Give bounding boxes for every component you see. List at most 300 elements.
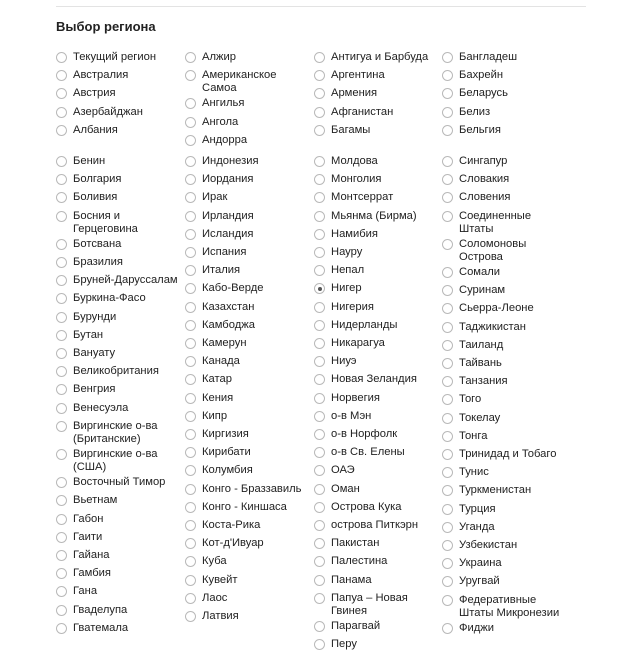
region-option[interactable] [185,500,313,518]
region-option[interactable] [56,310,184,328]
region-label: Ирландия [202,209,254,222]
region-option[interactable] [56,493,184,511]
region-option[interactable] [185,263,313,281]
radio-button[interactable] [442,431,453,442]
radio-button[interactable] [56,623,67,634]
region-option[interactable] [314,263,442,281]
radio-button[interactable] [185,117,196,128]
region-label: Никарагуа [331,337,385,349]
region-option[interactable] [56,291,184,309]
region-label: Гана [73,585,98,598]
radio-button[interactable] [185,593,196,604]
region-label: Исландия [202,227,254,240]
radio-button[interactable] [442,358,453,369]
region-option[interactable] [185,96,313,114]
region-option[interactable] [56,419,184,447]
radio-button[interactable] [442,522,453,533]
region-label: Тонга [459,429,488,442]
radio-button[interactable] [185,502,196,513]
region-option[interactable] [56,512,184,530]
region-option[interactable] [185,133,313,151]
radio-button[interactable] [442,340,453,351]
region-option[interactable] [56,382,184,400]
region-option[interactable] [314,154,442,172]
region-label: Антигуа и Барбуда [331,51,429,63]
radio-button[interactable] [185,465,196,476]
region-label: Турция [459,502,496,515]
radio-button[interactable] [314,538,325,549]
region-label: Белиз [459,105,491,118]
region-option[interactable] [56,447,184,475]
radio-button[interactable] [56,403,67,414]
region-option[interactable] [56,328,184,346]
region-option[interactable] [314,105,442,123]
radio-button[interactable] [442,394,453,405]
radio-button[interactable] [56,211,67,222]
radio-button[interactable] [185,374,196,385]
radio-button[interactable] [185,211,196,222]
radio-button[interactable] [185,70,196,81]
region-option[interactable] [314,227,442,245]
radio-button[interactable] [314,247,325,258]
radio-button[interactable] [314,575,325,586]
region-label: Перу [331,638,357,651]
region-option[interactable] [314,536,442,554]
radio-button[interactable] [185,538,196,549]
region-option[interactable] [185,115,313,133]
region-option[interactable] [185,372,313,390]
region-option[interactable] [314,500,442,518]
radio-button[interactable] [185,429,196,440]
radio-button[interactable] [314,520,325,531]
region-option[interactable] [185,609,313,627]
radio-button[interactable] [56,477,67,488]
region-option[interactable] [442,172,570,190]
region-option[interactable] [56,603,184,621]
region-option[interactable] [56,123,184,141]
region-label: Кот-д'Ивуар [202,537,264,550]
region-option[interactable] [442,123,570,141]
radio-button[interactable] [314,211,325,222]
region-option[interactable] [442,465,570,483]
radio-button[interactable] [442,540,453,551]
region-option[interactable] [442,301,570,319]
region-option[interactable] [185,245,313,263]
region-option[interactable] [442,574,570,592]
region-option[interactable] [56,154,184,172]
radio-button[interactable] [314,156,325,167]
region-option[interactable] [185,409,313,427]
region-option[interactable] [314,245,442,263]
region-label: Багамы [331,123,371,136]
radio-button[interactable] [56,384,67,395]
region-option[interactable] [314,482,442,500]
radio-button[interactable] [185,265,196,276]
region-option[interactable] [314,336,442,354]
radio-button[interactable] [56,568,67,579]
radio-button[interactable] [185,447,196,458]
region-option[interactable] [185,573,313,591]
region-option[interactable] [56,255,184,273]
radio-button[interactable] [56,348,67,359]
radio-button[interactable] [442,623,453,634]
radio-button[interactable] [56,586,67,597]
radio-button[interactable] [314,107,325,118]
radio-button[interactable] [185,520,196,531]
region-option[interactable] [185,482,313,500]
radio-button[interactable] [314,447,325,458]
region-option[interactable] [442,593,570,621]
region-label: Танзания [459,375,508,388]
radio-button[interactable] [314,88,325,99]
radio-button[interactable] [185,556,196,567]
radio-button[interactable] [314,356,325,367]
region-label: Босния и Герцеговина [73,209,138,235]
region-label: Афганистан [331,105,394,118]
region-option[interactable] [314,172,442,190]
radio-button[interactable] [314,429,325,440]
region-option[interactable] [56,237,184,255]
radio-button[interactable] [185,393,196,404]
region-option[interactable] [442,483,570,501]
region-option[interactable] [56,566,184,584]
radio-button[interactable] [442,595,453,606]
region-option[interactable] [185,591,313,609]
region-label: Гайана [73,549,110,561]
region-option[interactable] [314,463,442,481]
region-option[interactable] [56,530,184,548]
region-option[interactable] [314,591,442,619]
region-label: Тайвань [459,357,502,369]
radio-button[interactable] [56,192,67,203]
region-option[interactable] [314,50,442,68]
region-label: о-в Мэн [331,409,372,422]
region-option[interactable] [442,320,570,338]
region-label: Норвегия [331,391,380,404]
region-option[interactable] [56,105,184,123]
radio-button[interactable] [56,330,67,341]
region-option[interactable] [314,619,442,637]
radio-button[interactable] [442,303,453,314]
region-label: Монголия [331,173,382,186]
region-option[interactable] [56,346,184,364]
region-option[interactable] [442,429,570,447]
radio-button[interactable] [185,98,196,109]
radio-button[interactable] [56,88,67,99]
region-option[interactable] [314,427,442,445]
region-option[interactable] [442,86,570,104]
region-option[interactable] [442,154,570,172]
region-option[interactable] [185,154,313,172]
radio-button[interactable] [314,192,325,203]
region-label: Албания [73,123,118,136]
region-option[interactable] [314,318,442,336]
region-option[interactable] [185,463,313,481]
region-option[interactable] [185,554,313,572]
region-option[interactable] [442,68,570,86]
region-option[interactable] [442,621,570,639]
radio-button[interactable] [314,125,325,136]
region-option[interactable] [314,209,442,227]
radio-button[interactable] [442,558,453,569]
region-option[interactable] [314,391,442,409]
radio-button[interactable] [314,52,325,63]
region-option[interactable] [314,86,442,104]
region-option[interactable] [442,447,570,465]
region-option[interactable] [185,445,313,463]
radio-button[interactable] [56,495,67,506]
radio-button[interactable] [442,449,453,460]
radio-button[interactable] [56,239,67,250]
radio-button[interactable] [56,532,67,543]
radio-button[interactable] [442,174,453,185]
region-option[interactable] [314,68,442,86]
region-option[interactable] [56,475,184,493]
region-label: Вануату [73,347,116,359]
radio-button[interactable] [314,393,325,404]
radio-button[interactable] [185,247,196,258]
radio-button[interactable] [185,156,196,167]
radio-button[interactable] [56,550,67,561]
radio-button[interactable] [314,621,325,632]
region-label: Габон [73,512,104,525]
region-option[interactable] [442,338,570,356]
region-label: Бруней-Даруссалам [73,274,178,287]
region-label: Кения [202,391,234,404]
region-option[interactable] [314,409,442,427]
region-option[interactable] [314,518,442,536]
radio-button[interactable] [442,52,453,63]
radio-button[interactable] [185,174,196,185]
region-option[interactable] [442,209,570,237]
region-option[interactable] [442,392,570,410]
radio-button[interactable] [185,320,196,331]
radio-button[interactable] [56,52,67,63]
radio-button[interactable] [314,265,325,276]
region-label: Бурунди [73,310,117,323]
radio-button[interactable] [56,125,67,136]
region-label: Великобритания [73,365,159,378]
region-option[interactable] [185,227,313,245]
radio-button[interactable] [442,156,453,167]
region-label: Виргинские о-ва (Британские) [73,419,158,445]
radio-button[interactable] [442,88,453,99]
region-option[interactable] [314,637,442,655]
region-label: Куба [202,555,227,568]
region-label: Нигерия [331,300,374,313]
region-option[interactable] [314,300,442,318]
region-label: Алжир [202,51,236,63]
region-option[interactable] [442,105,570,123]
top-divider [56,6,586,7]
radio-button[interactable] [56,174,67,185]
region-option[interactable] [442,538,570,556]
radio-button[interactable] [56,366,67,377]
radio-button[interactable] [56,275,67,286]
radio-button[interactable] [314,502,325,513]
radio-button[interactable] [442,576,453,587]
region-option[interactable] [442,190,570,208]
region-label: Колумбия [202,464,253,477]
region-option[interactable] [56,548,184,566]
radio-button[interactable] [185,611,196,622]
region-label: Мьянма (Бирма) [331,209,417,222]
radio-button[interactable] [56,293,67,304]
region-option[interactable] [185,354,313,372]
region-option[interactable] [185,427,313,445]
radio-button[interactable] [314,338,325,349]
region-label: Виргинские о-ва (США) [73,448,158,473]
region-option[interactable] [185,318,313,336]
radio-button[interactable] [442,376,453,387]
region-option[interactable] [56,209,184,237]
region-option[interactable] [442,374,570,392]
radio-button[interactable] [185,356,196,367]
radio-button[interactable] [314,302,325,313]
region-option[interactable] [185,190,313,208]
region-option[interactable] [314,123,442,141]
region-option[interactable] [442,50,570,68]
region-label: Гватемала [73,621,129,634]
radio-button[interactable] [314,283,325,294]
region-option[interactable] [314,445,442,463]
radio-button[interactable] [185,229,196,240]
radio-button[interactable] [314,484,325,495]
radio-button[interactable] [442,211,453,222]
radio-button[interactable] [185,411,196,422]
region-option[interactable] [314,573,442,591]
radio-button[interactable] [442,504,453,515]
region-option[interactable] [185,518,313,536]
region-option[interactable] [314,372,442,390]
region-option[interactable] [185,68,313,96]
region-option[interactable] [185,536,313,554]
radio-button[interactable] [314,229,325,240]
region-option[interactable] [56,364,184,382]
region-option[interactable] [314,354,442,372]
radio-button[interactable] [442,285,453,296]
region-option[interactable] [442,502,570,520]
region-label: Тринидад и Тобаго [459,448,557,460]
radio-button[interactable] [442,70,453,81]
radio-button[interactable] [442,107,453,118]
radio-button[interactable] [314,593,325,604]
region-option[interactable] [56,50,184,68]
region-option[interactable] [442,556,570,574]
radio-button[interactable] [56,421,67,432]
radio-button[interactable] [56,312,67,323]
region-option[interactable] [442,520,570,538]
region-option[interactable] [314,281,442,299]
radio-button[interactable] [314,556,325,567]
region-option[interactable] [56,172,184,190]
region-option[interactable] [442,283,570,301]
region-label: Таиланд [459,338,504,351]
radio-button[interactable] [185,283,196,294]
region-label: Таджикистан [459,320,526,333]
radio-button[interactable] [314,174,325,185]
region-label: Кирибати [202,446,251,459]
radio-button[interactable] [442,192,453,203]
radio-button[interactable] [185,192,196,203]
radio-button[interactable] [185,302,196,313]
region-label: Молдова [331,155,378,167]
region-label: Парагвай [331,620,381,632]
region-option[interactable] [185,172,313,190]
region-option[interactable] [185,281,313,299]
radio-button[interactable] [442,413,453,424]
region-option[interactable] [442,356,570,374]
region-option[interactable] [314,554,442,572]
region-label: Палестина [331,555,388,568]
radio-button[interactable] [442,467,453,478]
region-option[interactable] [185,50,313,68]
region-label: Ботсвана [73,237,122,250]
radio-button[interactable] [185,484,196,495]
radio-button[interactable] [56,156,67,167]
region-option[interactable] [185,391,313,409]
region-option[interactable] [185,336,313,354]
region-option[interactable] [185,300,313,318]
region-label: Беларусь [459,87,508,100]
region-label: Уганда [459,520,495,533]
region-label: Нидерланды [331,318,398,331]
region-option[interactable] [56,584,184,602]
radio-button[interactable] [56,107,67,118]
region-label: Кабо-Верде [202,282,264,295]
region-label: Камбоджа [202,318,255,331]
radio-button[interactable] [314,374,325,385]
region-option[interactable] [56,401,184,419]
radio-button[interactable] [314,320,325,331]
radio-button[interactable] [442,125,453,136]
region-label: Словакия [459,173,510,186]
region-label: о-в Св. Елены [331,446,405,459]
region-label: Испания [202,246,247,258]
radio-button[interactable] [185,135,196,146]
region-option[interactable] [56,273,184,291]
radio-button[interactable] [56,257,67,268]
radio-button[interactable] [56,605,67,616]
region-option[interactable] [442,411,570,429]
region-option[interactable] [442,265,570,283]
radio-button[interactable] [442,485,453,496]
radio-button[interactable] [314,411,325,422]
radio-button[interactable] [442,267,453,278]
radio-button[interactable] [56,70,67,81]
region-option[interactable] [314,190,442,208]
region-option[interactable] [442,237,570,265]
radio-button[interactable] [56,449,67,460]
region-label: Боливия [73,191,118,204]
region-option[interactable] [56,86,184,104]
radio-button[interactable] [314,465,325,476]
region-option[interactable] [56,190,184,208]
region-option[interactable] [185,209,313,227]
radio-button[interactable] [314,639,325,650]
radio-button[interactable] [185,338,196,349]
region-label: Буркина-Фасо [73,292,146,305]
radio-button[interactable] [185,575,196,586]
region-option[interactable] [56,621,184,639]
radio-button[interactable] [314,70,325,81]
region-option[interactable] [56,68,184,86]
radio-button[interactable] [442,239,453,250]
radio-button[interactable] [56,514,67,525]
radio-button[interactable] [442,322,453,333]
region-label: Федеративные Штаты Микронезии [459,593,560,619]
radio-button[interactable] [185,52,196,63]
